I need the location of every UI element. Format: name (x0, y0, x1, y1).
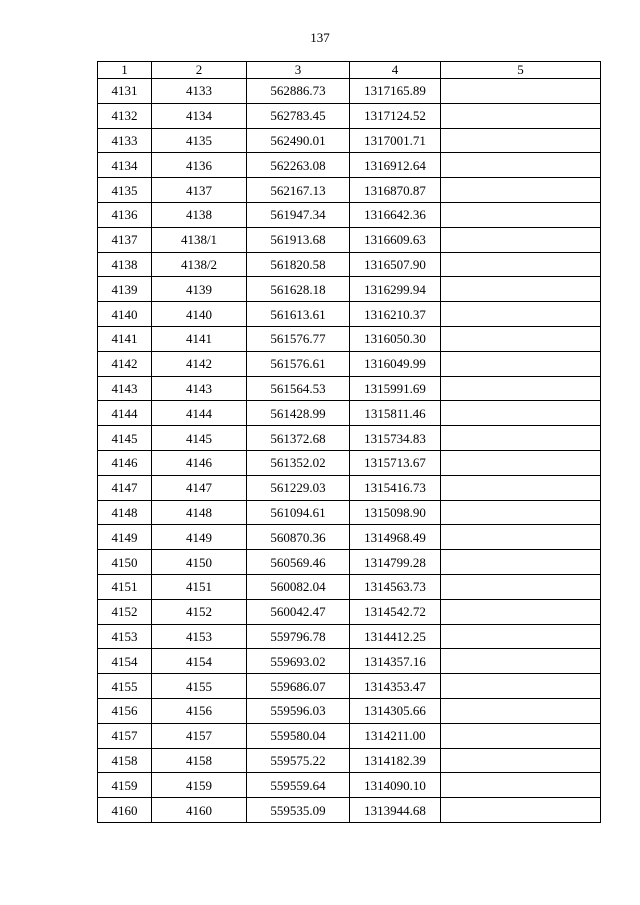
table-cell-col-5 (441, 525, 601, 550)
table-cell-col-4: 1314182.39 (350, 748, 441, 773)
table-row (98, 178, 601, 203)
table-cell-col-2: 4134 (152, 103, 247, 128)
table-cell-col-2: 4140 (152, 302, 247, 327)
table-cell-col-3: 559693.02 (247, 649, 350, 674)
table-cell-col-2: 4136 (152, 153, 247, 178)
table-row (98, 79, 601, 104)
table-cell-col-4: 1313944.68 (350, 798, 441, 823)
table-cell-col-5 (441, 202, 601, 227)
table-row (98, 202, 601, 227)
table-cell-col-4: 1314968.49 (350, 525, 441, 550)
column-header-4: 4 (350, 62, 441, 79)
table-cell-col-4: 1317165.89 (350, 79, 441, 104)
table-cell-col-3: 560569.46 (247, 550, 350, 575)
table-cell-col-2: 4142 (152, 351, 247, 376)
table-cell-col-2: 4150 (152, 550, 247, 575)
table-cell-col-5 (441, 178, 601, 203)
table-cell-col-4: 1314799.28 (350, 550, 441, 575)
table-cell-col-3: 560042.47 (247, 599, 350, 624)
table-cell-col-2: 4135 (152, 128, 247, 153)
table-row (98, 798, 601, 823)
table-cell-col-4: 1314353.47 (350, 674, 441, 699)
table-cell-col-1: 4138 (98, 252, 152, 277)
column-header-3: 3 (247, 62, 350, 79)
table-cell-col-5 (441, 698, 601, 723)
table-cell-col-3: 559596.03 (247, 698, 350, 723)
table-row (98, 302, 601, 327)
table-cell-col-4: 1315098.90 (350, 500, 441, 525)
table-cell-col-5 (441, 798, 601, 823)
table-cell-col-4: 1316912.64 (350, 153, 441, 178)
table-cell-col-4: 1316049.99 (350, 351, 441, 376)
table-cell-col-5 (441, 475, 601, 500)
table-row (98, 574, 601, 599)
table-cell-col-5 (441, 128, 601, 153)
table-cell-col-1: 4148 (98, 500, 152, 525)
table-cell-col-2: 4141 (152, 326, 247, 351)
table-cell-col-2: 4159 (152, 773, 247, 798)
table-row (98, 227, 601, 252)
table-cell-col-2: 4144 (152, 401, 247, 426)
table-cell-col-1: 4152 (98, 599, 152, 624)
table-row (98, 153, 601, 178)
table-cell-col-3: 560082.04 (247, 574, 350, 599)
table-cell-col-2: 4156 (152, 698, 247, 723)
table-cell-col-1: 4135 (98, 178, 152, 203)
table-cell-col-3: 562167.13 (247, 178, 350, 203)
table-cell-col-2: 4133 (152, 79, 247, 104)
table-cell-col-4: 1316210.37 (350, 302, 441, 327)
table-cell-col-4: 1316609.63 (350, 227, 441, 252)
table-cell-col-1: 4140 (98, 302, 152, 327)
table-cell-col-4: 1315416.73 (350, 475, 441, 500)
page-number: 137 (310, 30, 330, 45)
table-cell-col-4: 1315734.83 (350, 426, 441, 451)
table-row (98, 401, 601, 426)
table-cell-col-5 (441, 376, 601, 401)
table-row (98, 252, 601, 277)
column-header-1: 1 (98, 62, 152, 79)
table-cell-col-5 (441, 277, 601, 302)
table-cell-col-2: 4147 (152, 475, 247, 500)
coordinates-table (97, 61, 601, 823)
table-cell-col-1: 4141 (98, 326, 152, 351)
table-row (98, 475, 601, 500)
table-cell-col-1: 4158 (98, 748, 152, 773)
table-cell-col-5 (441, 450, 601, 475)
table-cell-col-5 (441, 723, 601, 748)
table-row (98, 277, 601, 302)
table-cell-col-5 (441, 79, 601, 104)
table-cell-col-3: 562783.45 (247, 103, 350, 128)
table-cell-col-3: 561564.53 (247, 376, 350, 401)
table-row (98, 128, 601, 153)
table-cell-col-3: 561352.02 (247, 450, 350, 475)
table-cell-col-4: 1316870.87 (350, 178, 441, 203)
table-cell-col-3: 562886.73 (247, 79, 350, 104)
table-cell-col-4: 1314090.10 (350, 773, 441, 798)
table-cell-col-2: 4157 (152, 723, 247, 748)
table-cell-col-5 (441, 252, 601, 277)
table-cell-col-1: 4139 (98, 277, 152, 302)
table-cell-col-4: 1316642.36 (350, 202, 441, 227)
table-row (98, 674, 601, 699)
table-cell-col-3: 559796.78 (247, 624, 350, 649)
table-cell-col-1: 4132 (98, 103, 152, 128)
table-body (98, 79, 601, 823)
table-cell-col-3: 561947.34 (247, 202, 350, 227)
table-cell-col-1: 4143 (98, 376, 152, 401)
table-cell-col-1: 4151 (98, 574, 152, 599)
table-cell-col-1: 4150 (98, 550, 152, 575)
table-cell-col-3: 560870.36 (247, 525, 350, 550)
table-cell-col-5 (441, 153, 601, 178)
table-cell-col-5 (441, 426, 601, 451)
table-cell-col-1: 4147 (98, 475, 152, 500)
table-cell-col-1: 4136 (98, 202, 152, 227)
table-row (98, 624, 601, 649)
table-cell-col-2: 4158 (152, 748, 247, 773)
column-header-2: 2 (152, 62, 247, 79)
table-row (98, 723, 601, 748)
table-cell-col-1: 4159 (98, 773, 152, 798)
table-cell-col-2: 4155 (152, 674, 247, 699)
table-cell-col-2: 4138/2 (152, 252, 247, 277)
table-cell-col-4: 1314563.73 (350, 574, 441, 599)
table-cell-col-2: 4138 (152, 202, 247, 227)
table-cell-col-5 (441, 748, 601, 773)
table-row (98, 698, 601, 723)
table-cell-col-3: 561094.61 (247, 500, 350, 525)
table-cell-col-1: 4149 (98, 525, 152, 550)
table-cell-col-3: 559559.64 (247, 773, 350, 798)
table-cell-col-3: 561229.03 (247, 475, 350, 500)
table-row (98, 351, 601, 376)
table-cell-col-1: 4137 (98, 227, 152, 252)
table-cell-col-4: 1317124.52 (350, 103, 441, 128)
table-cell-col-1: 4153 (98, 624, 152, 649)
table-cell-col-4: 1317001.71 (350, 128, 441, 153)
table-cell-col-2: 4154 (152, 649, 247, 674)
table-cell-col-5 (441, 649, 601, 674)
table-cell-col-5 (441, 674, 601, 699)
table-cell-col-3: 561820.58 (247, 252, 350, 277)
table-cell-col-1: 4156 (98, 698, 152, 723)
table-cell-col-5 (441, 302, 601, 327)
table-cell-col-4: 1315991.69 (350, 376, 441, 401)
table-cell-col-1: 4160 (98, 798, 152, 823)
table-cell-col-4: 1316507.90 (350, 252, 441, 277)
table-cell-col-3: 559580.04 (247, 723, 350, 748)
table-cell-col-3: 561913.68 (247, 227, 350, 252)
table-cell-col-2: 4145 (152, 426, 247, 451)
table-cell-col-3: 562490.01 (247, 128, 350, 153)
table-cell-col-1: 4134 (98, 153, 152, 178)
table-cell-col-1: 4145 (98, 426, 152, 451)
table-cell-col-2: 4160 (152, 798, 247, 823)
table-row (98, 748, 601, 773)
table-cell-col-4: 1314412.25 (350, 624, 441, 649)
table-row (98, 649, 601, 674)
table-cell-col-2: 4153 (152, 624, 247, 649)
table-cell-col-2: 4146 (152, 450, 247, 475)
table-cell-col-3: 559535.09 (247, 798, 350, 823)
table-cell-col-1: 4144 (98, 401, 152, 426)
table-cell-col-4: 1316299.94 (350, 277, 441, 302)
table-cell-col-3: 561628.18 (247, 277, 350, 302)
table-cell-col-5 (441, 773, 601, 798)
table-cell-col-5 (441, 624, 601, 649)
table-cell-col-1: 4142 (98, 351, 152, 376)
table-cell-col-2: 4143 (152, 376, 247, 401)
table-cell-col-5 (441, 227, 601, 252)
table-row (98, 326, 601, 351)
table-cell-col-4: 1314305.66 (350, 698, 441, 723)
table-cell-col-4: 1314211.00 (350, 723, 441, 748)
table-row (98, 376, 601, 401)
table-cell-col-4: 1315811.46 (350, 401, 441, 426)
table-cell-col-1: 4133 (98, 128, 152, 153)
table-row (98, 550, 601, 575)
table-cell-col-2: 4148 (152, 500, 247, 525)
header-row (98, 62, 601, 79)
table-row (98, 103, 601, 128)
table-row (98, 500, 601, 525)
table-cell-col-2: 4138/1 (152, 227, 247, 252)
column-header-5: 5 (441, 62, 601, 79)
table-cell-col-5 (441, 103, 601, 128)
table-cell-col-2: 4152 (152, 599, 247, 624)
table-cell-col-3: 562263.08 (247, 153, 350, 178)
table-cell-col-3: 561372.68 (247, 426, 350, 451)
table-cell-col-4: 1314357.16 (350, 649, 441, 674)
table-cell-col-2: 4151 (152, 574, 247, 599)
table-row (98, 525, 601, 550)
table-cell-col-4: 1316050.30 (350, 326, 441, 351)
table-cell-col-5 (441, 326, 601, 351)
table-cell-col-3: 561613.61 (247, 302, 350, 327)
table-cell-col-3: 561576.61 (247, 351, 350, 376)
table-cell-col-3: 559686.07 (247, 674, 350, 699)
table-row (98, 773, 601, 798)
table-cell-col-1: 4154 (98, 649, 152, 674)
table-cell-col-1: 4131 (98, 79, 152, 104)
table-cell-col-5 (441, 500, 601, 525)
table-cell-col-5 (441, 574, 601, 599)
table-cell-col-5 (441, 599, 601, 624)
table-cell-col-1: 4155 (98, 674, 152, 699)
table-cell-col-3: 561428.99 (247, 401, 350, 426)
table-cell-col-1: 4146 (98, 450, 152, 475)
table-cell-col-1: 4157 (98, 723, 152, 748)
table-cell-col-2: 4149 (152, 525, 247, 550)
table-cell-col-5 (441, 401, 601, 426)
table-cell-col-2: 4139 (152, 277, 247, 302)
table-row (98, 450, 601, 475)
table-cell-col-4: 1315713.67 (350, 450, 441, 475)
table-row (98, 426, 601, 451)
table-cell-col-5 (441, 351, 601, 376)
table-cell-col-2: 4137 (152, 178, 247, 203)
table-cell-col-5 (441, 550, 601, 575)
table-cell-col-3: 559575.22 (247, 748, 350, 773)
table-row (98, 599, 601, 624)
table-cell-col-3: 561576.77 (247, 326, 350, 351)
table-header (98, 62, 601, 79)
table-cell-col-4: 1314542.72 (350, 599, 441, 624)
